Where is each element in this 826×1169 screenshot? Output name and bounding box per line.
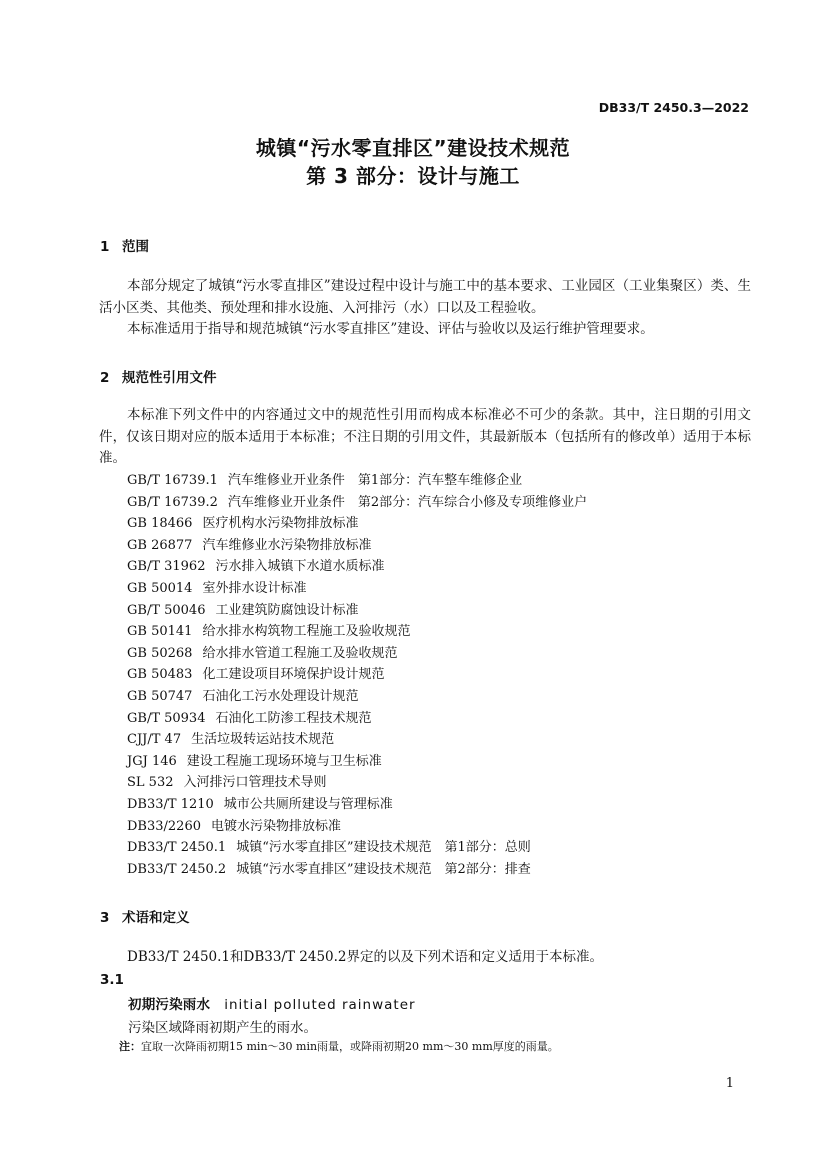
reference-item <box>127 751 587 773</box>
reference-code: GB/T 16739.1 <box>127 473 218 488</box>
reference-item <box>127 535 587 557</box>
reference-title: 城市公共厕所建设与管理标准 <box>223 796 393 812</box>
reference-list <box>127 470 587 880</box>
reference-code: SL 532 <box>127 775 174 791</box>
reference-item <box>127 578 587 600</box>
reference-code: GB 50483 <box>127 667 193 683</box>
section-heading-terms <box>100 906 190 926</box>
reference-code: GB 50014 <box>127 580 193 596</box>
reference-title: 城镇“污水零直排区”建设技术规范 第2部分：排查 <box>236 861 531 877</box>
reference-item <box>127 643 587 665</box>
page-number: 1 <box>725 1076 734 1091</box>
reference-title: 建设工程施工现场环境与卫生标准 <box>186 753 382 769</box>
reference-item <box>127 664 587 686</box>
term-entry <box>128 993 416 1013</box>
reference-code: GB 50747 <box>127 688 193 704</box>
terms-intro-text: DB33/T 2450.1和DB33/T 2450.2界定的以及下列术语和定义适用于本标准。 <box>127 949 604 965</box>
reference-item <box>127 600 587 622</box>
reference-item <box>127 492 587 514</box>
reference-title: 汽车维修业水污染物排放标准 <box>202 537 372 553</box>
reference-item <box>127 686 587 708</box>
reference-code: GB 50141 <box>127 624 193 640</box>
reference-item <box>127 729 587 751</box>
document-number: DB33/T 2450.3—2022 <box>598 100 749 115</box>
note-text: 宜取一次降雨初期15 min～30 min雨量，或降雨初期20 mm～30 mm厚度的雨量。 <box>141 1040 559 1053</box>
section-heading-scope <box>100 235 149 255</box>
reference-title: 电镀水污染物排放标准 <box>210 818 341 834</box>
normative-intro <box>99 405 751 470</box>
reference-item <box>127 621 587 643</box>
term-chinese: 初期污染雨水 <box>128 997 211 1013</box>
reference-code: GB 18466 <box>127 516 193 532</box>
reference-title: 汽车维修业开业条件 第2部分：汽车综合小修及专项维修业户 <box>227 494 588 510</box>
document-subtitle: 第 3 部分：设计与施工 <box>306 164 520 188</box>
scope-paragraph-1: 本部分规定了城镇“污水零直排区”建设过程中设计与施工中的基本要求、工业园区（工业集聚区）类、生活小区类、其他类、预处理和排水设施、入河排污（水）口以及工程验收。 <box>99 278 751 316</box>
term-definition: 污染区域降雨初期产生的雨水。 <box>128 1020 317 1036</box>
reference-title: 给水排水构筑物工程施工及验收规范 <box>202 624 411 640</box>
reference-code: CJJ/T 47 <box>127 732 182 748</box>
section-number: 2 <box>100 370 110 386</box>
reference-item <box>127 772 587 794</box>
reference-title: 石油化工防渗工程技术规范 <box>215 710 372 726</box>
reference-title: 生活垃圾转运站技术规范 <box>191 732 335 748</box>
reference-code: GB/T 31962 <box>127 559 206 575</box>
term-note <box>119 1038 559 1054</box>
scope-paragraph-2: 本标准适用于指导和规范城镇“污水零直排区”建设、评估与验收以及运行维护管理要求。 <box>127 321 654 337</box>
reference-title: 城镇“污水零直排区”建设技术规范 第1部分：总则 <box>236 840 531 856</box>
reference-code: JGJ 146 <box>127 753 177 769</box>
reference-title: 石油化工污水处理设计规范 <box>202 688 359 704</box>
reference-item <box>127 470 587 492</box>
reference-code: GB/T 16739.2 <box>127 494 218 510</box>
section-number: 3 <box>100 910 110 926</box>
reference-title: 给水排水管道工程施工及验收规范 <box>202 645 398 661</box>
reference-code: DB33/T 2450.2 <box>127 861 227 877</box>
reference-item <box>127 816 587 838</box>
scope-body <box>99 276 751 341</box>
subsection-number: 3.1 <box>100 972 124 988</box>
normative-intro-text: 本标准下列文件中的内容通过文中的规范性引用而构成本标准必不可少的条款。其中，注日期的引用文件，仅该日期对应的版本适用于本标准；不注日期的引用文件，其最新版本（包括所有的修改单）适用于本标准。 <box>99 407 751 466</box>
reference-item <box>127 708 587 730</box>
reference-title: 工业建筑防腐蚀设计标准 <box>215 602 359 618</box>
reference-title: 室外排水设计标准 <box>202 580 307 596</box>
document-title: 城镇“污水零直排区”建设技术规范 <box>255 136 571 160</box>
term-english: initial polluted rainwater <box>224 997 416 1013</box>
note-label: 注： <box>119 1040 141 1053</box>
reference-item <box>127 794 587 816</box>
reference-title: 化工建设项目环境保护设计规范 <box>202 667 385 683</box>
reference-code: GB/T 50046 <box>127 602 206 618</box>
section-title: 规范性引用文件 <box>122 370 217 386</box>
reference-title: 医疗机构水污染物排放标准 <box>202 516 359 532</box>
reference-title: 汽车维修业开业条件 第1部分：汽车整车维修企业 <box>227 473 523 488</box>
reference-item <box>127 859 587 881</box>
reference-code: GB 50268 <box>127 645 193 661</box>
reference-item <box>127 513 587 535</box>
section-number: 1 <box>100 239 110 255</box>
section-title: 术语和定义 <box>122 910 190 926</box>
reference-code: DB33/2260 <box>127 818 201 834</box>
section-heading-normative <box>100 366 217 386</box>
reference-item <box>127 556 587 578</box>
reference-code: DB33/T 1210 <box>127 796 214 812</box>
reference-code: DB33/T 2450.1 <box>127 840 227 856</box>
reference-code: GB 26877 <box>127 537 193 553</box>
section-title: 范围 <box>122 239 149 255</box>
terms-intro <box>99 947 751 969</box>
reference-item <box>127 837 587 859</box>
reference-title: 污水排入城镇下水道水质标准 <box>215 559 385 575</box>
reference-title: 入河排污口管理技术导则 <box>183 775 327 791</box>
reference-code: GB/T 50934 <box>127 710 206 726</box>
